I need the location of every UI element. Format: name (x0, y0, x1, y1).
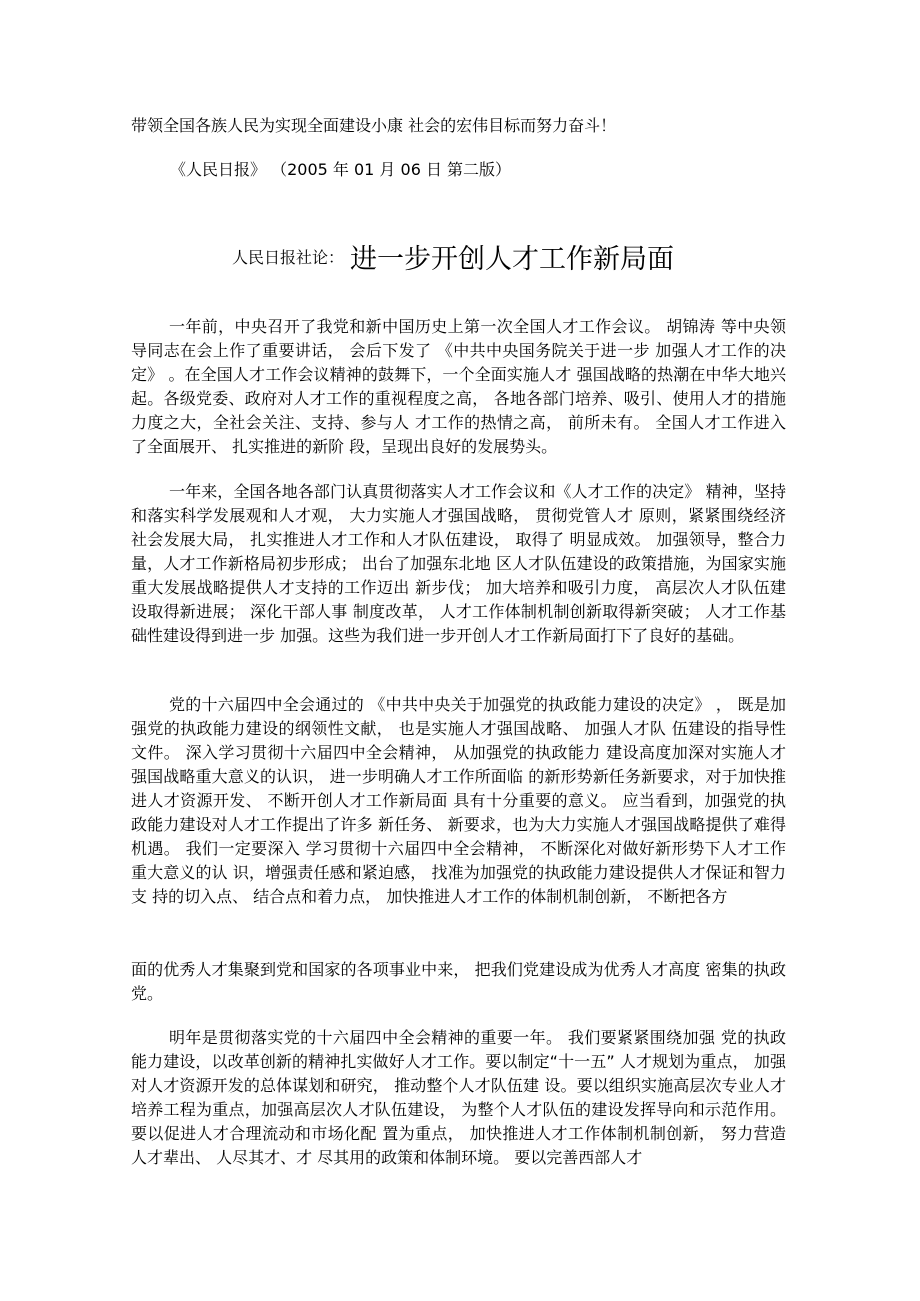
paragraph-4: 明年是贯彻落实党的十六届四中全会精神的重要一年。 我们要紧紧围绕加强 党的执政能力建设，以改革创新的精神扎实做好人才工作。要以制定“十一五” 人才规划为重点， 加强对人才资源开发的总体谋划和研究， 推动整个人才队伍建 设。要以组织实施高层次专业人才培养工程为重点，加强高层次人才队伍建设， 为整个人才队伍的建设发挥导向和示范作用。 要以促进人才合理流动和市场化配 置为重点， 加快推进人才工作体制机制创新， 努力营造人才辈出、 人尽其才、才 尽其用的政策和体制环境。 要以完善西部人才 (131, 1028, 786, 1167)
title-prefix: 人民日报社论： (232, 248, 345, 267)
article-title (232, 237, 674, 276)
paragraph-3-continuation: 面的优秀人才集聚到党和国家的各项事业中来， 把我们党建设成为优秀人才高度 密集的执政党。 (131, 960, 786, 1003)
paragraph-1: 一年前，中央召开了我党和新中国历史上第一次全国人才工作会议。 胡锦涛 等中央领导同志在会上作了重要讲话， 会后下发了 《中共中央国务院关于进一步 加强人才工作的决定》 。在全国人才工作会议精神的鼓舞下，一个全面实施人才 强国战略的热潮在中华大地兴起。各级党委、政府对人才工作的重视程度之高， 各地各部门培养、吸引、使用人才的措施力度之大，全社会关注、支持、参与人 才工作的热情之高， 前所未有。 全国人才工作进入了全面展开、 扎实推进的新阶 段，呈现出良好的发展势头。 (131, 317, 786, 456)
source-line: 《人民日报》 （2005 年 01 月 06 日 第二版） (170, 160, 512, 179)
title-main: 进一步开创人才工作新局面 (350, 244, 675, 275)
intro-line: 带领全国各族人民为实现全面建设小康 社会的宏伟目标而努力奋斗！ (131, 116, 617, 135)
paragraph-2: 一年来，全国各地各部门认真贯彻落实人才工作会议和《人才工作的决定》 精神，坚持和落实科学发展观和人才观， 大力实施人才强国战略， 贯彻党管人才 原则，紧紧围绕经济社会发展大局， 扎实推进人才工作和人才队伍建设， 取得了 明显成效。 加强领导，整合力量，人才工作新格局初步形成； 出台了加强东北地 区人才队伍建设的政策措施，为国家实施重大发展战略提供人才支持的工作迈出 新步伐； 加大培养和吸引力度， 高层次人才队伍建设取得新进展； 深化干部人事 制度改革， 人才工作体制机制创新取得新突破； 人才工作基础性建设得到进一步 加强。这些为我们进一步开创人才工作新局面打下了良好的基础。 (131, 482, 786, 645)
paragraph-3: 党的十六届四中全会通过的 《中共中央关于加强党的执政能力建设的决定》 ， 既是加强党的执政能力建设的纲领性文献， 也是实施人才强国战略、 加强人才队 伍建设的指导性文件。 深入学习贯彻十六届四中全会精神， 从加强党的执政能力 建设高度加深对实施人才强国战略重大意义的认识， 进一步明确人才工作所面临 的新形势新任务新要求，对于加快推进人才资源开发、 不断开创人才工作新局面 具有十分重要的意义。 应当看到，加强党的执政能力建设对人才工作提出了许多 新任务、 新要求，也为大力实施人才强国战略提供了难得机遇。 我们一定要深入 学习贯彻十六届四中全会精神， 不断深化对做好新形势下人才工作重大意义的认 识，增强责任感和紧迫感， 找准为加强党的执政能力建设提供人才保证和智力支 持的切入点、 结合点和着力点， 加快推进人才工作的体制机制创新， 不断把各方 (131, 695, 786, 906)
